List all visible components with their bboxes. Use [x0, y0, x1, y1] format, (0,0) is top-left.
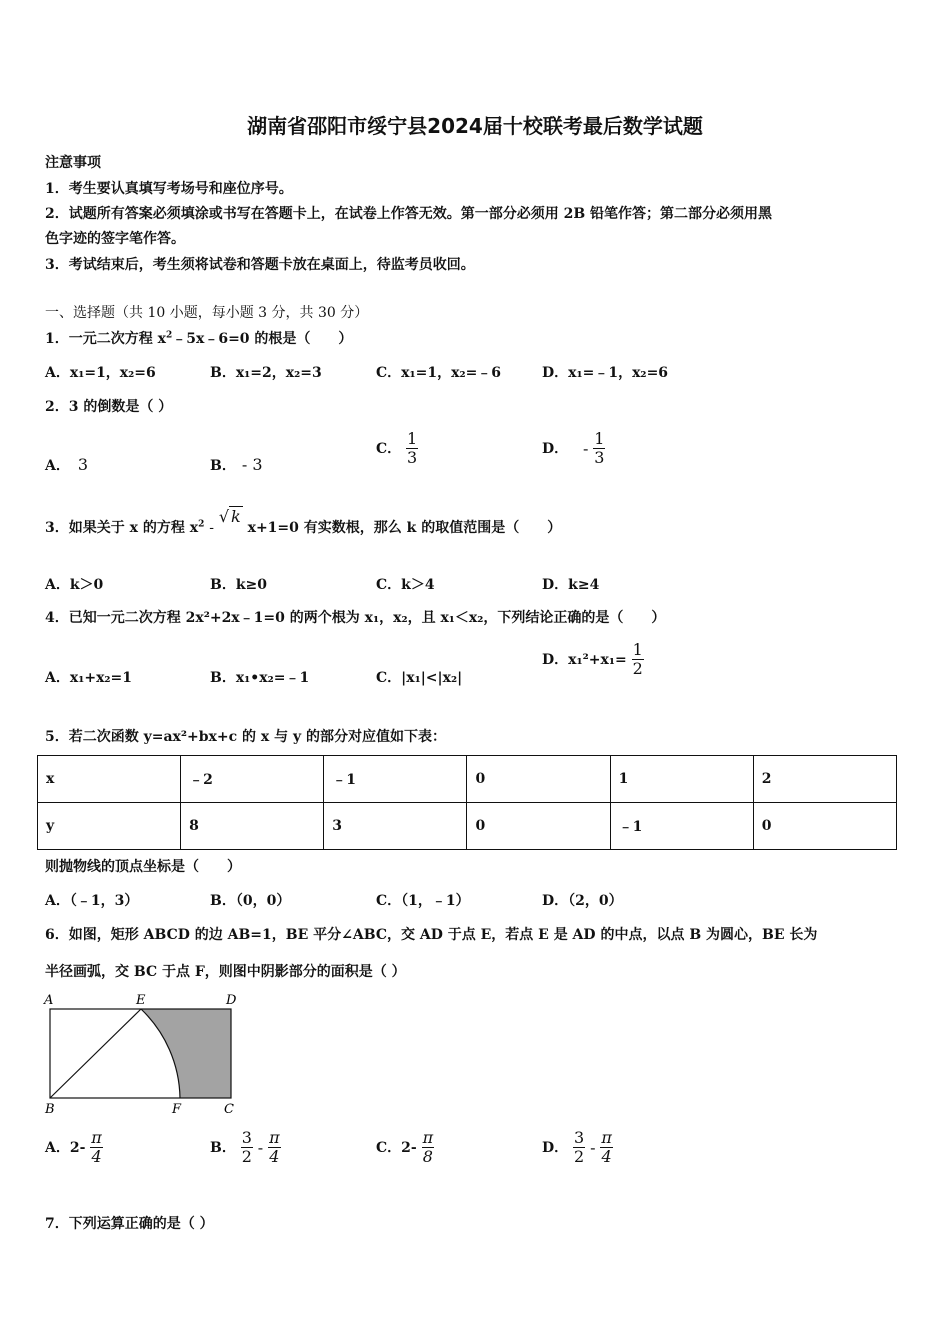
q3-option-b: B．k≥0	[210, 577, 268, 593]
question-2-stem: 2．3 的倒数是（ ）	[45, 399, 173, 415]
q1-option-a: A．x₁=1，x₂=6	[45, 365, 156, 381]
question-3-stem: 3．如果关于 x 的方程 $x^2$ - √ k x+1=0 有实数根，那么 k 的取值范围是（ ）	[45, 507, 562, 536]
q5-option-a: A．（﹣1，3）	[45, 893, 139, 909]
q6-option-d: D． $\frac{3}{2}$ - $\frac{\pi}{4}$	[542, 1128, 612, 1166]
notice-item-2: 2．试题所有答案必须填涂或书写在答题卡上，在试卷上作答无效。第一部分必须用 2B 铅笔作答；第二部分必须用黑	[45, 206, 773, 222]
q1-option-b: B．x₁=2，x₂=3	[210, 365, 322, 381]
table-cell: 3	[324, 803, 467, 850]
q5-option-d: D．（2，0）	[542, 893, 623, 909]
table-row	[38, 803, 897, 850]
q2-option-c: C． $\frac{1}{3}$	[376, 429, 418, 467]
label-e: E	[136, 993, 146, 1008]
q5-follow: 则抛物线的顶点坐标是（ ）	[45, 859, 241, 875]
table-cell: ﹣1	[610, 803, 753, 850]
q5-option-b: B．（0，0）	[210, 893, 291, 909]
section-heading: 一、选择题（共 10 小题，每小题 3 分，共 30 分）	[45, 305, 369, 321]
table-cell: 0	[467, 803, 610, 850]
question-6-stem: 6．如图，矩形 ABCD 的边 AB=1，BE 平分∠ABC，交 AD 于点 E，若点 E 是 AD 的中点，以点 B 为圆心，BE 长为	[45, 927, 818, 943]
q2-option-b: B． - 3	[210, 455, 263, 474]
q4-option-c: C．|x₁|<|x₂|	[376, 670, 463, 686]
q1-option-c: C．x₁=1，x₂=﹣6	[376, 365, 502, 381]
notice-item-3: 3．考试结束后，考生须将试卷和答题卡放在桌面上，待监考员收回。	[45, 257, 475, 273]
table-row	[38, 756, 897, 803]
q5-option-c: C．（1，﹣1）	[376, 893, 470, 909]
sqrt-k: √ k	[218, 507, 241, 526]
q1-option-d: D．x₁=﹣1，x₂=6	[542, 365, 669, 381]
q2-option-a: A． 3	[45, 455, 89, 474]
label-a: A	[44, 993, 54, 1008]
segment-be	[50, 1009, 141, 1098]
q3-option-a: A．k＞0	[45, 577, 104, 593]
shaded-region	[141, 1009, 231, 1098]
q6-option-b: B． $\frac{3}{2}$ - $\frac{\pi}{4}$	[210, 1128, 280, 1166]
question-1-stem: 1．一元二次方程 $x^2﹣5x﹣6=0$ 的根是（ ）	[45, 330, 353, 347]
q3-option-c: C．k＞4	[376, 577, 435, 593]
label-d: D	[226, 993, 237, 1008]
q4-option-a: A．x₁+x₂=1	[45, 670, 133, 686]
table-cell: 0	[467, 756, 610, 803]
label-b: B	[45, 1102, 55, 1117]
table-cell: x	[38, 756, 181, 803]
notice-heading: 注意事项	[45, 155, 101, 171]
q6-option-c: C．2- $\frac{\pi}{8}$	[376, 1128, 434, 1166]
table-cell: y	[38, 803, 181, 850]
q2-option-d: D． - $\frac{1}{3}$	[542, 429, 605, 467]
table-cell: 2	[753, 756, 896, 803]
label-f: F	[172, 1102, 182, 1117]
question-5-stem: 5．若二次函数 y=ax²+bx+c 的 x 与 y 的部分对应值如下表：	[45, 729, 447, 745]
q4-option-b: B．x₁•x₂=﹣1	[210, 670, 310, 686]
question-4-stem: 4．已知一元二次方程 2x²+2x﹣1=0 的两个根为 x₁，x₂，且 x₁＜x₂，下列结论正确的是（ ）	[45, 610, 666, 626]
table-cell: 0	[753, 803, 896, 850]
value-table	[37, 755, 897, 850]
notice-item-2-cont: 色字迹的签字笔作答。	[45, 231, 185, 247]
label-c: C	[224, 1102, 234, 1117]
table-cell: ﹣1	[324, 756, 467, 803]
q6-option-a: A．2- $\frac{\pi}{4}$	[45, 1128, 102, 1166]
table-cell: ﹣2	[181, 756, 324, 803]
notice-item-1: 1．考生要认真填写考场号和座位序号。	[45, 181, 293, 197]
question-6-stem-cont: 半径画弧，交 BC 于点 F，则图中阴影部分的面积是（ ）	[45, 964, 406, 980]
rectangle-figure	[40, 990, 250, 1118]
table-cell: 8	[181, 803, 324, 850]
q3-option-d: D．k≥4	[542, 577, 600, 593]
q4-option-d: D．x₁²+x₁= $\frac{1}{2}$	[542, 640, 643, 678]
table-cell: 1	[610, 756, 753, 803]
question-7-stem: 7．下列运算正确的是（ ）	[45, 1216, 214, 1232]
page-title: 湖南省邵阳市绥宁县2024届十校联考最后数学试题	[247, 114, 703, 138]
